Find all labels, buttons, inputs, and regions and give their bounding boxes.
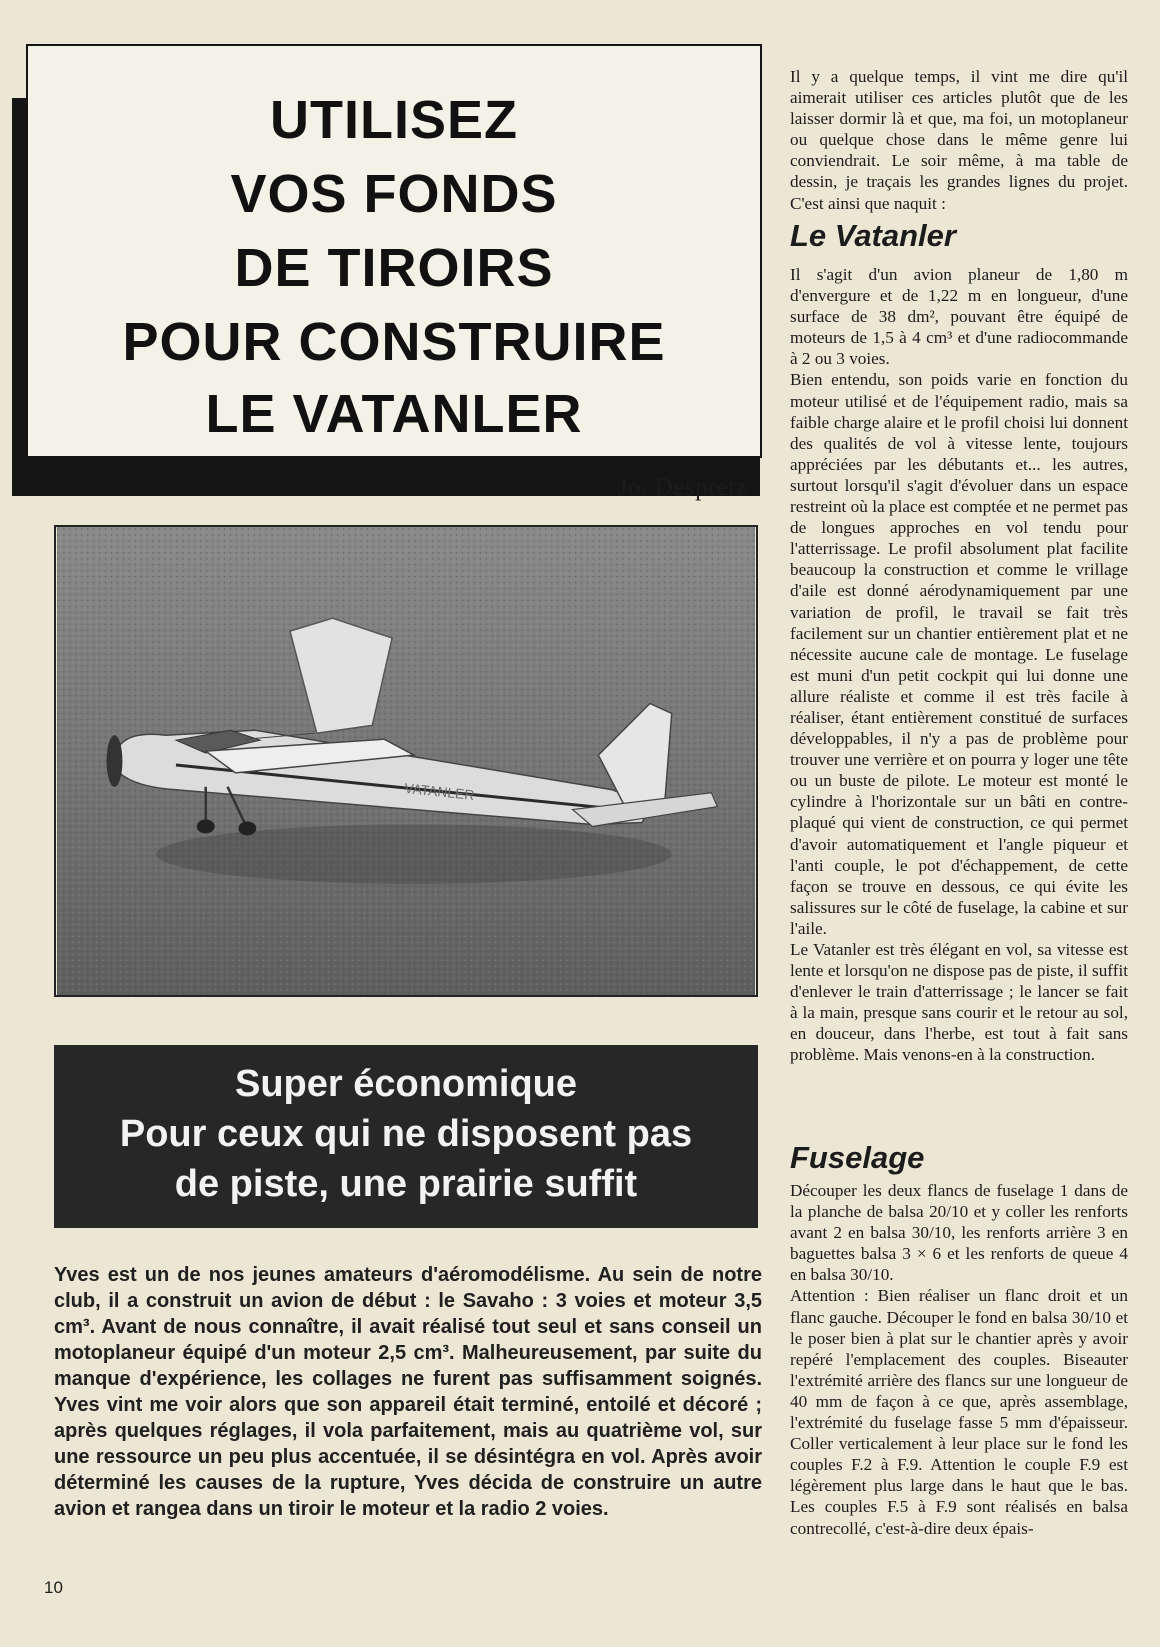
subtitle-banner [54,1045,758,1228]
title-line-5: LE VATANLER [205,384,583,444]
paragraph: Découper les deux flancs de fuselage 1 dans de la planche de balsa 20/10 et y coller les renforts avant 2 en balsa 30/10, les renforts arrière 3 en baguettes balsa 3 × 6 et les renforts de queue 4 en balsa 30/10. [790,1181,1128,1285]
section-heading-vatanler: Le Vatanler [790,218,956,253]
fuselage-lettering: VATANLER [403,779,476,804]
wheel-left [197,820,215,834]
paragraph: Attention : Bien réaliser un flanc droit et un flanc gauche. Découper le fond en balsa 30/10 et le poser bien à plat sur le chantier après y avoir repéré l'emplacement des couples. Biseauter l'extrémité arrière des flancs sur une longueur de 40 mm de façon à ce que, après assemblage, l'extrémité du fuselage fasse 5 mm d'épaisseur. Coller verticalement à leur place sur le fond les couples F.2 à F.9. Attention le couple F.9 est légèrement plus large dans le haut que le bas. Les couples F.5 à F.9 sont réalisés en balsa contrecollé, c'est-à-dire deux épais- [790,1286,1128,1538]
page-number: 10 [44,1578,63,1597]
paragraph: Bien entendu, son poids varie en fonction du moteur utilisé et de l'équipement radio, mais sa faible charge alaire et le profil choisi lui donnent des qualités de vol à vitesse lente, toujours appréciées par les débutants et... les autres, surtout lorsqu'il s'agit d'évoluer dans un espace restreint où la place est comptée et ne permet pas de longues approches en vol tendu pour l'atterrissage. Le profil absolument plat facilite beaucoup la construction et comme le vrillage d'aile est donné aérodynamiquement par une variation de profil, le travail se fait très facilement sur un chantier entièrement plat et ne nécessite aucune cale de montage. Le fuselage est muni d'un petit cockpit qui lui donne une allure réaliste et comme il est très facile à réaliser, étant entièrement constitué de surfaces développables, il n'y a pas de problème pour trouver une verrière et on pourra y loger une tête ou un buste de pilote. Le moteur est monté le cylindre à l'horizontale sur un bâti en contre-plaqué qui vient de construction, ce qui permet d'avoir automatiquement et l'angle piqueur et l'anti couple, le pot d'échappement, de cette façon se trouve en dessous, ce qui évite les salissures sur le côté de fuselage, la cabine et sur l'aile. [790,370,1128,938]
title-box [26,44,762,458]
title-line-1: UTILISEZ [270,90,518,150]
section-heading-fuselage: Fuselage [790,1140,925,1175]
author-byline: Jo. Despretz [618,474,748,501]
propeller [107,735,123,787]
paragraph: Le Vatanler est très élégant en vol, sa vitesse est lente et lorsqu'on ne dispose pas de piste, il suffit d'enlever le train d'atterrissage ; le lancer se fait à la main, presque sans courir et le retour au sol, en douceur, dans l'herbe, est tout à fait sans problème. Mais venons-en à la construction. [790,940,1128,1065]
banner-line-2: Pour ceux qui ne disposent pas [119,1113,693,1155]
banner-line-1: Super économique [234,1063,578,1105]
wheel-right [238,821,256,835]
paragraph: Il s'agit d'un avion planeur de 1,80 m d'envergure et de 1,22 m en longueur, d'une surface de 38 dm², pouvant être équipé de moteurs de 1,5 à 4 cm³ et d'une radiocommande à 2 ou 3 voies. [790,265,1128,369]
intro-paragraph [790,66,1128,214]
intro-text: Il y a quelque temps, il vint me dire qu'il aimerait utiliser ces articles plutôt que de les laisser dormir là et que, ma foi, un motoplaneur ou quelque chose dans le même genre lui conviendrait. Le soir même, à ma table de dessin, je traçais les grandes lignes du projet. C'est ainsi que naquit : [790,67,1128,213]
section-fuselage-body [790,1180,1128,1539]
banner-line-3: de piste, une prairie suffit [174,1163,638,1205]
title-line-3: DE TIROIRS [234,238,554,298]
title-line-4: POUR CONSTRUIRE [122,312,666,372]
airplane-photo [54,525,758,997]
lede-paragraph: Yves est un de nos jeunes amateurs d'aéromodélisme. Au sein de notre club, il a construit un avion de début : le Savaho : 3 voies et moteur 3,5 cm³. Avant de nous connaître, il avait réalisé tout seul et sans conseil un motoplaneur équipé d'un moteur 2,5 cm³. Malheureusement, par suite du manque d'expérience, les collages ne furent pas suffisamment soignés. Yves vint me voir alors que son appareil était terminé, entoilé et décoré ; après quelques réglages, il vola parfaitement, mais au quatrième vol, sur une ressource un peu plus accentuée, il se désintégra en vol. Après avoir déterminé les causes de la rupture, Yves décida de construire un autre avion et rangea dans un tiroir le moteur et la radio 2 voies. [54,1264,762,1520]
section-vatanler-body [790,264,1128,1066]
title-line-2: VOS FONDS [230,164,558,224]
airplane-illustration [56,527,756,995]
